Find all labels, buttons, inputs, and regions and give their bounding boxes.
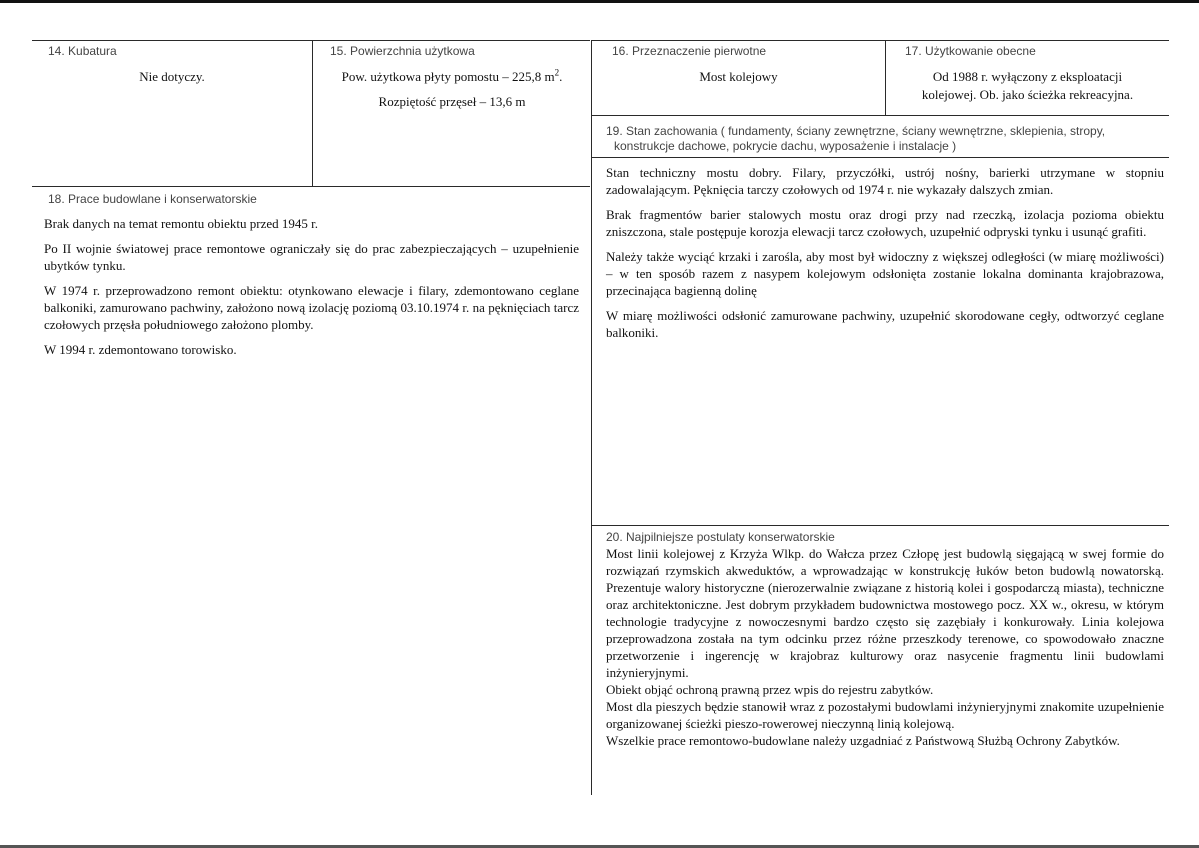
rule-under-16-17 — [592, 115, 1169, 116]
rule-above-20 — [592, 525, 1169, 526]
field-19-paragraph: Brak fragmentów barier stalowych mostu oraz drogi przy nad rzeczką, izolacja pozioma obiektu zniszczona, stale postępuje korozja elewacji tarcz czołowych, uzupełnić odpryski tynku i usunąć grafiti. — [606, 207, 1164, 239]
field-15-value-1-text: Pow. użytkowa płyty pomostu – 225,8 m — [341, 69, 555, 84]
field-18-paragraph: W 1994 r. zdemontowano torowisko. — [44, 342, 237, 357]
field-20-paragraph: Most dla pieszych będzie stanowił wraz z pozostałymi budowlami inżynieryjnymi znakomite uzupełnienie organizowanej ścieżki pieszo-rowerowej nieczynną linią kolejową. — [606, 699, 1164, 731]
field-20-paragraph: Obiekt objąć ochroną prawną przez wpis do rejestru zabytków. — [606, 682, 934, 697]
field-20-label: 20. Najpilniejsze postulaty konserwatorskie — [606, 530, 835, 544]
rule-v-center — [591, 40, 592, 795]
field-18-text — [44, 215, 579, 366]
field-14-label: 14. Kubatura — [48, 44, 117, 58]
field-19-label-1: 19. Stan zachowania ( fundamenty, ściany zewnętrzne, ściany wewnętrzne, sklepienia, stropy, — [606, 124, 1106, 138]
field-18-paragraph: Brak danych na temat remontu obiektu przed 1945 r. — [44, 216, 319, 231]
field-20-text — [606, 545, 1164, 749]
field-16-label: 16. Przeznaczenie pierwotne — [612, 44, 767, 58]
field-18-paragraph: W 1974 r. przeprowadzono remont obiektu: otynkowano elewacje i filary, zdemontowano ceglane balkoniki, zamurowano pachwiny, założono nową izolację poziomą 03.10.1974 r. na pęknięciach tarcz czołowych przęsła południowego założono plomby. — [44, 283, 579, 332]
rule-top-right — [592, 40, 1169, 41]
rule-v-14-15 — [312, 40, 313, 186]
field-17-value-1: Od 1988 r. wyłączony z eksploatacji — [932, 69, 1123, 84]
field-19-paragraph: W miarę możliwości odsłonić zamurowane pachwiny, uzupełnić skorodowane cegły, odtworzyć ceglane balkoniki. — [606, 308, 1164, 340]
field-19-paragraph: Stan techniczny mostu dobry. Filary, przyczółki, ustrój nośny, barierki utrzymane w stopniu zadowalającym. Pęknięcia tarczy czołowych od 1974 r. nie wykazały dalszych zmian. — [606, 165, 1164, 197]
field-19-paragraph: Należy także wyciąć krzaki i zarośla, aby most był widoczny z większej odległości (w miarę możliwości) – w ten sposób razem z nasypem kolejowym odsłonięta zostanie lokalna dominanta krajobrazowa, przecinająca bagienną dolinę — [606, 249, 1164, 298]
rule-top-left — [32, 40, 590, 41]
field-19-label-2: konstrukcje dachowe, pokrycie dachu, wyposażenie i instalacje ) — [614, 139, 957, 153]
field-17-value-2: kolejowej. Ob. jako ścieżka rekreacyjna. — [921, 87, 1134, 102]
field-15-value-2: Rozpiętość przęseł – 13,6 m — [378, 94, 526, 109]
field-15-value-1-sup: 2 — [554, 67, 560, 78]
field-18-label: 18. Prace budowlane i konserwatorskie — [48, 192, 257, 206]
field-20-paragraph: Most linii kolejowej z Krzyża Wlkp. do Wałcza przez Człopę jest budowlą sięgającą w swej formie do rozwiązań rzymskich akweduktów, a wprowadzając w konstrukcję łuków beton budowlą nowatorską. Prezentuje walory historyczne (nierozerwalnie związane z historią kolei i gospodarczą miasta), techniczne oraz architektoniczne. Jest dobrym przykładem budownictwa mostowego pocz. XX w., okresu, w którym technologie tradycyjne z nowoczesnymi bardzo często się zazębiały i konkurowały. Linia kolejowa przeprowadzona została na tym odcinku przez różne przeszkody terenowe, co spowodowało znaczne przetworzenie i ingerencję w krajobraz kulturowy oraz nasycenie fragmentu linii budowlami inżynieryjnymi. — [606, 546, 1164, 680]
field-15-value-1-end: . — [559, 69, 563, 84]
field-14-value: Nie dotyczy. — [139, 69, 205, 84]
field-15-value-1 — [313, 67, 591, 86]
scan-top-edge — [0, 0, 1199, 3]
field-19-text — [606, 164, 1164, 349]
rule-under-19-label — [592, 157, 1169, 158]
field-20-paragraph: Wszelkie prace remontowo-budowlane należy uzgadniać z Państwową Służbą Ochrony Zabytków. — [606, 733, 1120, 748]
rule-under-14-15 — [32, 186, 590, 187]
field-17-label: 17. Użytkowanie obecne — [905, 44, 1036, 58]
field-15-label: 15. Powierzchnia użytkowa — [330, 44, 475, 58]
field-16-value: Most kolejowy — [699, 69, 778, 84]
field-18-paragraph: Po II wojnie światowej prace remontowe ograniczały się do prac zabezpieczających – uzupełnienie ubytków tynku. — [44, 241, 579, 273]
